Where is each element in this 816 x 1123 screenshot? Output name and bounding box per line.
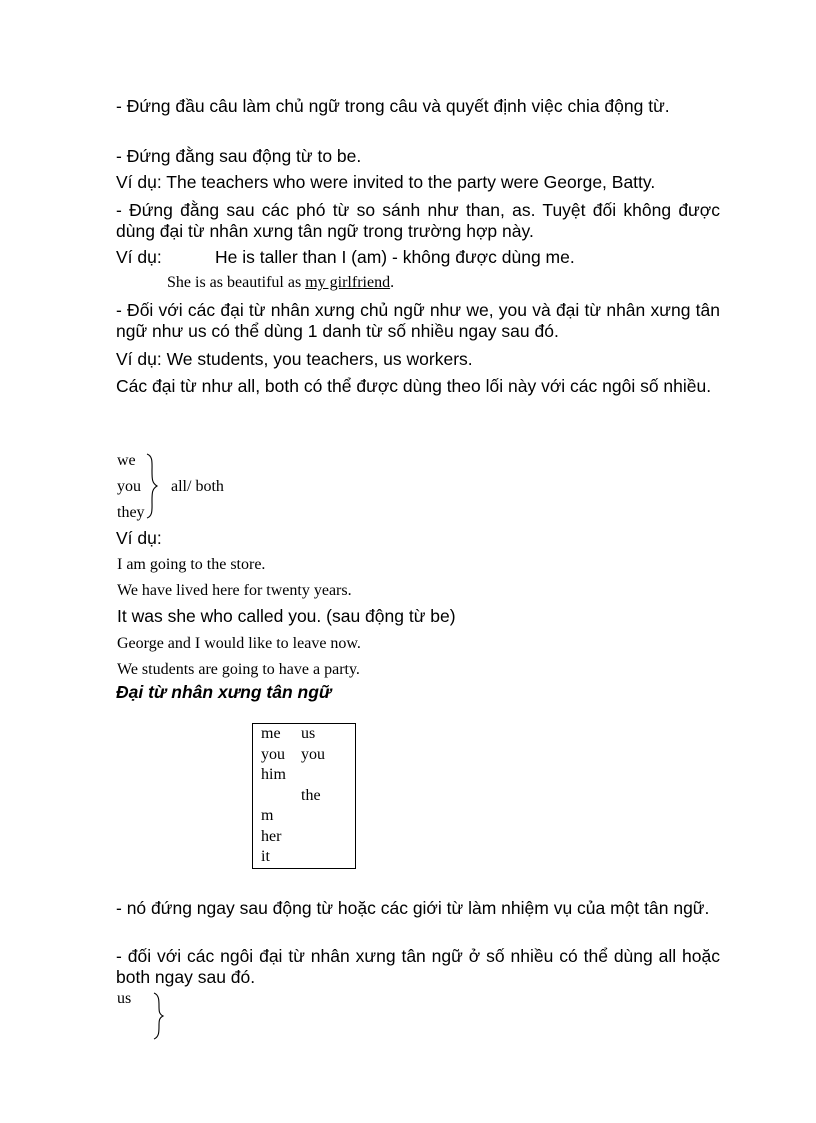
curly-brace-icon <box>152 992 166 1040</box>
table-row <box>253 847 356 868</box>
singular-pronoun-cell: him <box>261 766 286 784</box>
underlined-phrase: my girlfriend <box>305 274 391 291</box>
pronoun-you: you <box>117 478 141 495</box>
plural-pronoun-cell: the <box>301 786 321 804</box>
rule-plural-noun-after: - Đối với các đại từ nhân xưng chủ ngữ như we, you và đại từ nhân xưng tân ngữ như us có thể dùng 1 danh từ số nhiều ngay sau đó. <box>116 300 720 341</box>
object-rule-all-both: - đối với các ngôi đại từ nhân xưng tân ngữ ở số nhiều có thể dùng all hoặc both ngay sau đó. <box>116 946 720 987</box>
example-sentence-1: I am going to the store. <box>117 556 266 573</box>
singular-pronoun-cell: you <box>261 745 285 763</box>
singular-pronoun-cell: her <box>261 827 282 845</box>
example-sentence-2: We have lived here for twenty years. <box>117 582 352 599</box>
rule-subject-position: - Đứng đầu câu làm chủ ngữ trong câu và quyết định việc chia động từ. <box>116 96 670 116</box>
examples-label: Ví dụ: <box>116 528 162 548</box>
pronoun-us: us <box>117 990 132 1007</box>
example-sentence-4: George and I would like to leave now. <box>117 635 361 652</box>
rule-after-to-be: - Đứng đằng sau động từ to be. <box>116 146 362 166</box>
curly-brace-icon <box>145 453 159 519</box>
example-sentence-3: It was she who called you. (sau động từ be) <box>117 606 456 626</box>
example-comparison: He is taller than I (am) - không được dùng me. <box>215 247 575 267</box>
plural-pronoun-cell: us <box>301 725 316 742</box>
sentence-period: . <box>390 274 395 291</box>
plural-pronoun-cell <box>301 827 356 848</box>
table-row <box>253 827 356 848</box>
rule-after-comparison: - Đứng đằng sau các phó từ so sánh như than, as. Tuyệt đối không được dùng đại từ nhân xưng tân ngữ trong trường hợp này. <box>116 200 720 241</box>
example-to-be: Ví dụ: The teachers who were invited to the party were George, Batty. <box>116 172 656 192</box>
pronoun-they: they <box>117 504 145 521</box>
object-rule-position: - nó đứng ngay sau động từ hoặc các giới từ làm nhiệm vụ của một tân ngữ. <box>116 898 710 918</box>
table-row <box>253 745 356 766</box>
plural-pronoun-cell: you <box>301 745 325 763</box>
example-as-beautiful-text: She is as beautiful as <box>167 274 306 291</box>
plural-pronoun-cell <box>301 847 356 868</box>
all-both-label: all/ both <box>171 478 224 495</box>
example-plural-noun: Ví dụ: We students, you teachers, us workers. <box>116 349 473 369</box>
pronoun-we: we <box>117 452 136 469</box>
table-row <box>253 765 356 786</box>
example-as-beautiful <box>167 274 394 292</box>
example-sentence-5: We students are going to have a party. <box>117 661 360 678</box>
object-pronoun-heading: Đại từ nhân xưng tân ngữ <box>116 682 332 702</box>
singular-pronoun-cell: m <box>261 807 274 825</box>
singular-pronoun-cell: it <box>261 848 270 866</box>
object-pronoun-table <box>252 723 356 869</box>
table-row <box>253 724 356 745</box>
table-row <box>253 806 356 827</box>
plural-pronoun-cell <box>301 765 356 786</box>
example-label: Ví dụ: <box>116 247 162 267</box>
singular-pronoun-cell: me <box>261 725 281 742</box>
table-row <box>253 786 356 807</box>
singular-pronoun-cell <box>253 786 302 807</box>
plural-pronoun-cell <box>301 806 356 827</box>
rule-all-both: Các đại từ như all, both có thể được dùng theo lối này với các ngôi số nhiều. <box>116 376 712 396</box>
